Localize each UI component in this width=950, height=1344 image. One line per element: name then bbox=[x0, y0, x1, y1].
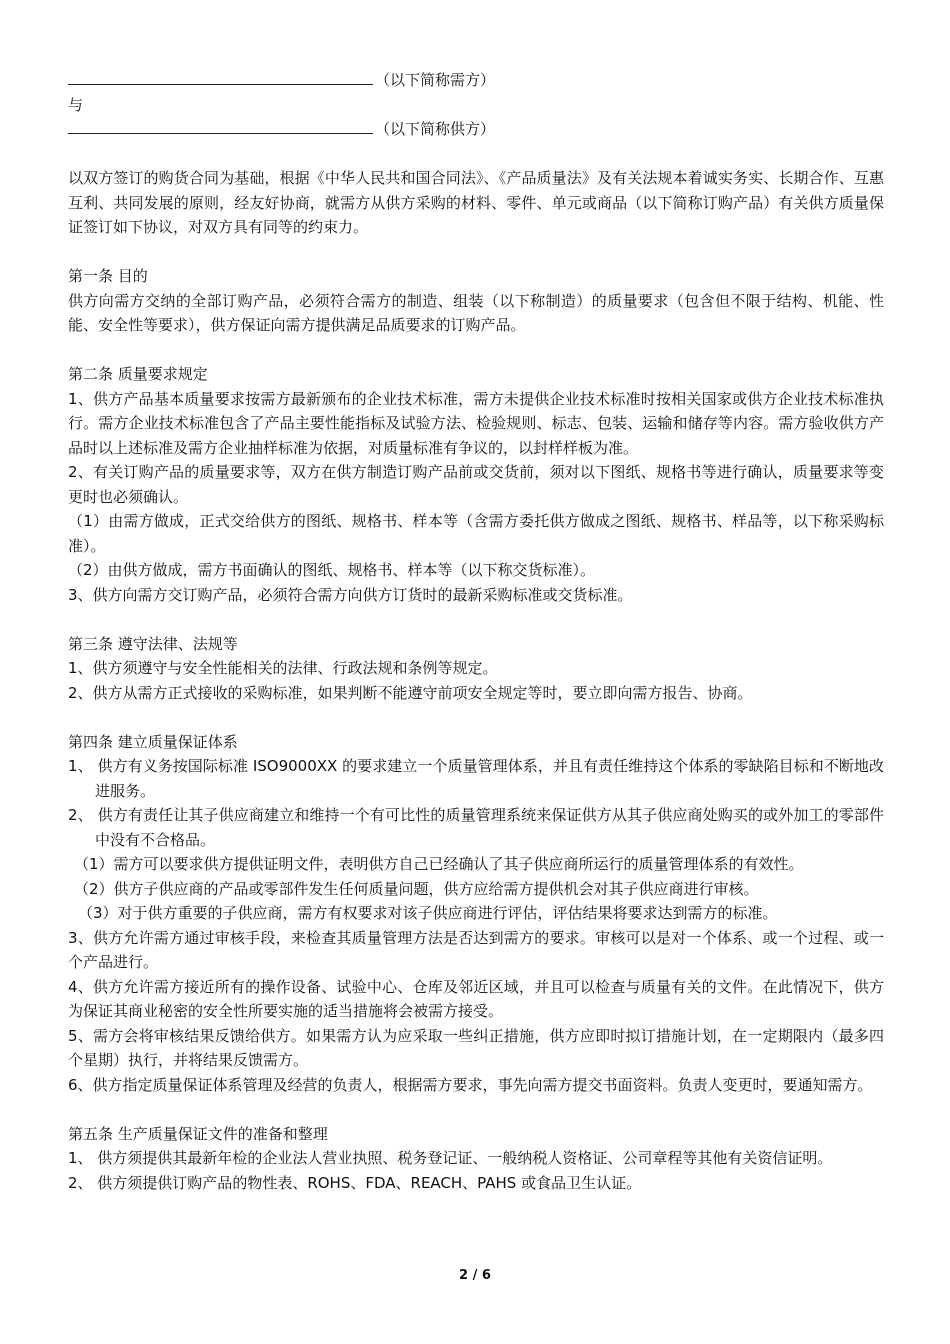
article-5-item-2: 2、 供方须提供订购产品的物性表、ROHS、FDA、REACH、PAHS 或食品卫生认证。 bbox=[68, 1173, 642, 1192]
article-2-item-1: 1、供方产品基本质量要求按需方最新颁布的企业技术标准，需方未提供企业技术标准时按相关国家或供方企业技术标准执行。需方企业技术标准包含了产品主要性能指标及试验方法、检验规则、标志、包装、运输和储存等内容。需方验收供方产品时以上述标准及需方企业抽样标准为依据，对质量标准有争议的，以封样样板为准。 bbox=[68, 389, 884, 457]
intro-paragraph: 以双方签订的购货合同为基础，根据《中华人民共和国合同法》、《产品质量法》及有关法规本着诚实务实、长期合作、互惠互利、共同发展的原则，经友好协商，就需方从供方采购的材料、零件、单元或商品（以下简称订购产品）有关供方质量保证签订如下协议，对双方具有同等的约束力。 bbox=[68, 169, 884, 236]
buyer-line bbox=[68, 68, 884, 93]
article-4-item-2-sub-1: （1）需方可以要求供方提供证明文件，表明供方自己已经确认了其子供应商所运行的质量管理体系的有效性。 bbox=[74, 855, 804, 873]
page-number: 2 / 6 bbox=[459, 1268, 491, 1283]
article-2-item-2: 2、有关订购产品的质量要求等，双方在供方制造订购产品前或交货前，须对以下图纸、规格书等进行确认，质量要求等变更时也必须确认。 bbox=[68, 463, 884, 506]
article-4-item-2-sub-2: （2）供方子供应商的产品或零部件发生任何质量问题，供方应给需方提供机会对其子供应商进行审核。 bbox=[74, 879, 759, 898]
article-2-title: 第二条 质量要求规定 bbox=[68, 365, 208, 383]
buyer-blank bbox=[68, 72, 373, 85]
article-4-item-6: 6、供方指定质量保证体系管理及经营的负责人，根据需方要求，事先向需方提交书面资料。负责人变更时，要通知需方。 bbox=[68, 1075, 873, 1094]
article-4-item-1: 1、 供方有义务按国际标准 ISO9000XX 的要求建立一个质量管理体系，并且有责任维持这个体系的零缺陷目标和不断地改进服务。 bbox=[68, 757, 884, 800]
article-2-item-2-sub-2: （2）由供方做成，需方书面确认的图纸、规格书、样本等（以下称交货标准）。 bbox=[68, 561, 596, 579]
article-5-item-1: 1、 供方须提供其最新年检的企业法人营业执照、税务登记证、一般纳税人资格证、公司章程等其他有关资信证明。 bbox=[68, 1149, 833, 1167]
supplier-suffix: （以下简称供方） bbox=[375, 120, 496, 138]
article-1-body: 供方向需方交纳的全部订购产品，必须符合需方的制造、组装（以下称制造）的质量要求（包含但不限于结构、机能、性能、安全性等要求），供方保证向需方提供满足品质要求的订购产品。 bbox=[68, 291, 884, 334]
article-1-title: 第一条 目的 bbox=[68, 267, 148, 285]
article-4-title: 第四条 建立质量保证体系 bbox=[68, 732, 238, 751]
article-4-item-2-sub-3: （3）对于供方重要的子供应商，需方有权要求对该子供应商进行评估，评估结果将要求达到需方的标准。 bbox=[78, 904, 778, 922]
article-4-item-4: 4、供方允许需方接近所有的操作设备、试验中心、仓库及邻近区域，并且可以检查与质量有关的文件。在此情况下，供方为保证其商业秘密的安全性所要实施的适当措施将会被需方接受。 bbox=[68, 977, 884, 1020]
article-3-item-1: 1、供方须遵守与安全性能相关的法律、行政法规和条例等规定。 bbox=[68, 659, 498, 677]
article-2-item-2-sub-1: （1）由需方做成，正式交给供方的图纸、规格书、样本等（含需方委托供方做成之图纸、规格书、样品等，以下称采购标准）。 bbox=[68, 512, 884, 555]
supplier-blank bbox=[68, 121, 373, 134]
buyer-suffix: （以下简称需方） bbox=[375, 71, 496, 89]
article-3-item-2: 2、供方从需方正式接收的采购标准，如果判断不能遵守前项安全规定等时，要立即向需方报告、协商。 bbox=[68, 683, 753, 702]
article-4-item-3: 3、供方允许需方通过审核手段，来检查其质量管理方法是否达到需方的要求。审核可以是对一个体系、或一个过程、或一个产品进行。 bbox=[68, 928, 884, 971]
article-4-item-2: 2、 供方有责任让其子供应商建立和维持一个有可比性的质量管理系统来保证供方从其子供应商处购买的或外加工的零部件中没有不合格品。 bbox=[68, 806, 884, 849]
and-word: 与 bbox=[68, 95, 84, 114]
document-page bbox=[68, 68, 884, 1195]
article-5-title: 第五条 生产质量保证文件的准备和整理 bbox=[68, 1124, 328, 1143]
article-3-title: 第三条 遵守法律、法规等 bbox=[68, 634, 238, 653]
article-2-item-3: 3、供方向需方交订购产品，必须符合需方向供方订货时的最新采购标准或交货标准。 bbox=[68, 585, 633, 604]
article-4-item-5: 5、需方会将审核结果反馈给供方。如果需方认为应采取一些纠正措施，供方应即时拟订措施计划，在一定期限内（最多四个星期）执行，并将结果反馈需方。 bbox=[68, 1026, 884, 1069]
supplier-line bbox=[68, 117, 884, 142]
